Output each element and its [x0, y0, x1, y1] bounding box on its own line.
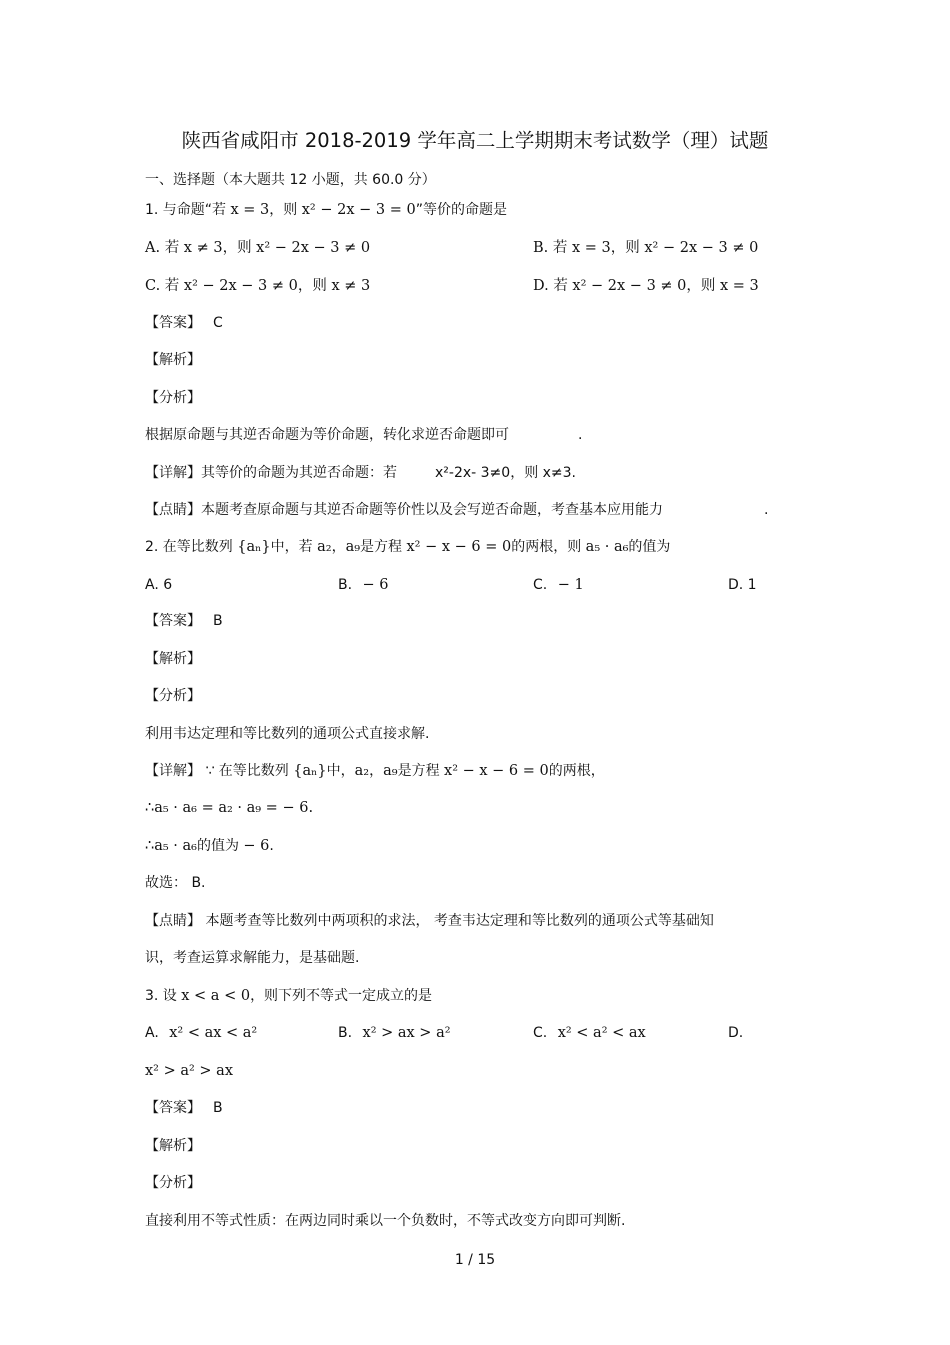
answer-value: B — [213, 613, 223, 629]
stem-math: {aₙ} — [237, 539, 271, 555]
detail-text: ， — [369, 763, 384, 779]
stem-text: 中，若 — [270, 539, 318, 555]
detail-label: 【详解】 — [145, 465, 201, 481]
option-label: C. — [533, 577, 552, 593]
stem-text: 1. 与命题“若 — [145, 202, 231, 218]
q3-option-c — [533, 1023, 646, 1043]
q2-option-a: A. 6 — [145, 577, 173, 593]
q3-option-a — [145, 1023, 257, 1043]
period: . — [269, 838, 274, 854]
detail-label: 【详解】 — [145, 763, 201, 779]
comment-text: 本题考查原命题与其逆否命题等价性以及会写逆否命题，考查基本应用能力 — [201, 502, 663, 518]
q1-option-a: A. 若 x ≠ 3，则 x² − 2x − 3 ≠ 0 — [145, 240, 371, 256]
question-1-stem — [145, 200, 507, 220]
option-value: x² < ax < a² — [169, 1025, 258, 1041]
q3-fenxi-label: 【分析】 — [145, 1175, 201, 1191]
option-label: B. — [338, 1025, 357, 1041]
detail-math: x² − x − 6 = 0 — [444, 763, 549, 779]
q2-detail — [145, 761, 605, 781]
q2-step-1 — [145, 798, 313, 818]
document-title: 陕西省咸阳市 2018-2019 学年高二上学期期末考试数学（理）试题 — [181, 129, 769, 152]
q1-comment — [145, 500, 663, 520]
stem-text: 2. 在等比数列 — [145, 539, 238, 555]
q2-comment-line1 — [145, 911, 714, 931]
detail-text: 中， — [326, 763, 355, 779]
q2-fenxi-text: 利用韦达定理和等比数列的通项公式直接求解. — [145, 726, 430, 742]
q3-analysis-label: 【解析】 — [145, 1138, 201, 1154]
q3-fenxi-text: 直接利用不等式性质：在两边同时乘以一个负数时，不等式改变方向即可判断. — [145, 1213, 626, 1229]
q2-answer — [145, 611, 223, 631]
option-label: A. — [145, 1025, 164, 1041]
stem-text: 的值为 — [628, 539, 671, 555]
q2-step-2 — [145, 836, 274, 856]
q3-option-b — [338, 1023, 451, 1043]
q2-option-d: D. 1 — [728, 577, 757, 593]
q2-option-b — [338, 575, 389, 595]
stem-text: 3. 设 — [145, 988, 182, 1004]
detail-math: {aₙ} — [293, 763, 327, 779]
stem-math: a₂ — [317, 539, 332, 555]
period: . — [308, 800, 314, 816]
q2-comment-line2: 识，考查运算求解能力，是基础题. — [145, 950, 360, 966]
q1-fenxi-text: 根据原命题与其逆否命题为等价命题，转化求逆否命题即可 — [145, 427, 509, 443]
option-value: − 6 — [362, 577, 389, 593]
step-math: ∴a₅ · a₆ — [145, 838, 197, 854]
detail-math: x²-2x- 3≠0，则 x≠3. — [435, 465, 577, 481]
step-text: 的值为 — [196, 838, 244, 854]
answer-label: 【答案】 — [145, 315, 201, 331]
q3-option-d: x² > a² > ax — [145, 1063, 234, 1079]
q1-option-b: B. 若 x = 3，则 x² − 2x − 3 ≠ 0 — [533, 240, 759, 256]
q1-answer — [145, 313, 223, 333]
stem-math: x < a < 0 — [181, 988, 251, 1004]
answer-value: C — [213, 315, 223, 331]
option-label: B. — [338, 577, 357, 593]
answer-label: 【答案】 — [145, 613, 201, 629]
detail-text: 是方程 — [397, 763, 445, 779]
detail-text: 其等价的命题为其逆否命题：若 — [201, 465, 397, 481]
period: . — [578, 427, 583, 443]
stem-text: ，则 — [269, 202, 302, 218]
q1-option-d: D. 若 x² − 2x − 3 ≠ 0，则 x = 3 — [533, 278, 759, 294]
q1-fenxi-label: 【分析】 — [145, 390, 201, 406]
comment-label: 【点睛】 — [145, 913, 201, 929]
stem-text: 是方程 — [360, 539, 407, 555]
option-value: x² < a² < ax — [557, 1025, 646, 1041]
q1-option-c: C. 若 x² − 2x − 3 ≠ 0，则 x ≠ 3 — [145, 278, 371, 294]
option-value: x² > ax > a² — [362, 1025, 451, 1041]
answer-label: 【答案】 — [145, 1100, 201, 1116]
detail-text: ∵ 在等比数列 — [201, 763, 294, 779]
stem-math: a₉ — [345, 539, 361, 555]
answer-value: B — [213, 1100, 223, 1116]
stem-math: x = 3 — [230, 202, 270, 218]
step-math: ∴a₅ · a₆ = a₂ · a₉ = − 6 — [145, 800, 309, 816]
stem-text: ”等价的命题是 — [415, 202, 507, 218]
q2-option-c — [533, 575, 584, 595]
option-value: − 1 — [557, 577, 584, 593]
stem-text: ，则下列不等式一定成立的是 — [250, 988, 433, 1004]
comment-text: 本题考查等比数列中两项积的求法， 考查韦达定理和等比数列的通项公式等基础知 — [201, 913, 714, 929]
q1-detail — [145, 463, 576, 483]
step-math: − 6 — [243, 838, 270, 854]
page-number: 1 / 15 — [454, 1252, 496, 1268]
q2-choice: 故选： B. — [145, 875, 206, 891]
question-2-stem — [145, 537, 670, 557]
stem-math: a₅ · a₆ — [585, 539, 629, 555]
question-3-stem — [145, 986, 432, 1006]
q1-analysis-label: 【解析】 — [145, 352, 201, 368]
detail-math: a₉ — [383, 763, 398, 779]
stem-math: x² − x − 6 = 0 — [406, 539, 512, 555]
detail-math: a₂ — [354, 763, 370, 779]
q2-fenxi-label: 【分析】 — [145, 688, 201, 704]
section-heading: 一、选择题（本大题共 12 小题，共 60.0 分） — [145, 172, 436, 188]
q2-analysis-label: 【解析】 — [145, 651, 201, 667]
period: . — [764, 502, 769, 518]
comment-label: 【点睛】 — [145, 502, 201, 518]
option-label: C. — [533, 1025, 552, 1041]
detail-text: 的两根， — [548, 763, 605, 779]
q3-answer — [145, 1098, 223, 1118]
stem-text: 的两根，则 — [511, 539, 586, 555]
stem-text: ， — [331, 539, 346, 555]
stem-math: x² − 2x − 3 = 0 — [301, 202, 416, 218]
q3-option-d-label: D. — [728, 1025, 744, 1041]
